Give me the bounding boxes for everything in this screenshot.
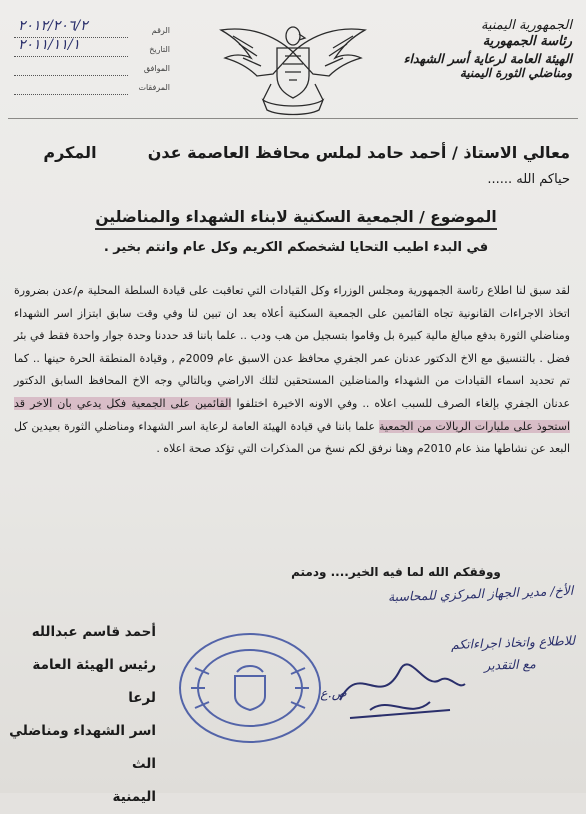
field-number-value: ٢٠١٢/٢٠٦/٢ — [18, 18, 88, 34]
org-authority: الهيئة العامة لرعاية أسر الشهداء — [403, 50, 572, 66]
reference-fields — [10, 18, 170, 98]
signature-block — [6, 616, 156, 814]
field-date-label: التاريخ — [149, 45, 170, 54]
signatory-title-3: اليمنية — [112, 789, 156, 805]
field-date-value: ٢٠١١/١١/١ — [18, 37, 81, 53]
org-presidency: رئاسة الجمهورية — [482, 34, 572, 50]
intro-line: في البدء اطيب التحايا لشخصكم الكريم وكل عام وانتم بخير . — [103, 240, 489, 255]
letter-body — [14, 280, 570, 461]
subject-line — [46, 208, 546, 226]
signatory-title-2: اسر الشهداء ومناضلي الث — [9, 723, 156, 772]
body-paragraph-2: كما تم تحديد اسماء القيادات من الشهداء والمناضلين المستحقين لتلك الاراضي وبالتالي وجه الاخ المحافظ السابق الدكتور عدنان الجفري بإلغاء الصرف للسبب اعلاه .. وفي الاونه الاخيرة اختلفوا — [14, 351, 571, 410]
recipient-name: معالي الاستاذ / أحمد حامد لملس محافظ العاصمة عدن — [147, 143, 570, 162]
highlighted-text: القائمين على الجمعية فكل يدعي بان الاخر قد استحوذ على مليارات الريالات من الجمعية — [14, 396, 571, 433]
handwritten-line-3: مع التقدير — [483, 656, 537, 673]
handwritten-line-2: للاطلاع واتخاذ اجراءاتكم — [450, 632, 576, 653]
greeting: حياكم الله ...... — [487, 172, 570, 187]
handwritten-line-1: الأخ/ مدير الجهاز المركزي للمحاسبة — [387, 582, 574, 605]
header-divider — [8, 118, 578, 119]
org-republic: الجمهورية اليمنية — [480, 18, 572, 33]
body-paragraph-1: لقد سبق لنا اطلاع رئاسة الجمهورية ومجلس الوزراء وكل القيادات التي تعاقبت على قيادة السلطة المحلية م/عدن بضرورة اتخاذ الاجراءات القانونية تجاه القائمين على الجمعية السكنية أعلاه بعد ان تبين لنا وفي وقت سابق ابتزاز اسر الشهداء ومناضلي الثورة بدفع مبالغ مالية كبيرة بل وقاموا بتسجيل من هب ودب .. علما باننا قد حددنا وحدة جوار واحدة فقط في بئر فضل . بالتنسيق مع الاخ الدكتور عدنان عمر الجفري محافظ عدن الاسبق عام 2009م , وقيادة المنطقة الحرة حينها .. — [14, 284, 570, 365]
handwritten-line-4: ص.ع — [319, 684, 347, 701]
field-date — [10, 37, 170, 60]
signatory-title-1: رئيس الهيئة العامة لرعا — [32, 657, 156, 706]
organization-header — [322, 18, 572, 81]
field-attachments-label: المرفقات — [138, 83, 170, 92]
recipient-line — [10, 143, 570, 162]
org-revolution: ومناضلي الثورة اليمنية — [459, 66, 572, 81]
field-corresponding-label: الموافق — [143, 64, 170, 73]
signatory-name: أحمد قاسم عبدالله — [31, 624, 156, 640]
field-number-label: الرقم — [151, 26, 170, 35]
field-corresponding — [10, 60, 170, 79]
signature-scribble-icon — [330, 640, 470, 730]
field-attachments — [10, 79, 170, 98]
subject-text: الموضوع / الجمعية السكنية لابناء الشهداء والمناضلين — [95, 208, 496, 230]
recipient-suffix: المكرم — [43, 143, 97, 162]
body-paragraph-end: علما باننا في قيادة الهيئة العامة لرعاية اسر الشهداء ومناضلي الثورة بعيدين كل البعد عن نشاطها منذ عام 2010م وهنا نرفق لكم نسخ من المذكرات التي تؤكد صحة اعلاه . — [14, 419, 570, 456]
official-stamp-icon — [175, 628, 325, 748]
closing-line: ووفقكم الله لما فيه الخير.... ودمتم — [291, 565, 501, 579]
